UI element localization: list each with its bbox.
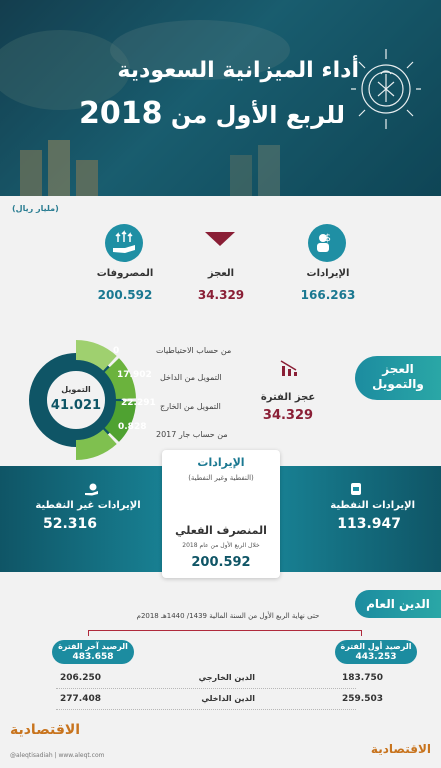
financing-value-reserves: 0 xyxy=(113,346,120,356)
page-title-line2 xyxy=(79,96,345,131)
public-debt-note: حتى نهاية الربع الأول من السنة المالية 1439/ 1440هـ 2018م xyxy=(136,612,320,620)
external-debt-label: الدين الخارجي xyxy=(198,673,255,682)
financing-donut-label: التمويل xyxy=(61,385,91,394)
revenues-money-icon xyxy=(308,224,346,262)
opening-balance-pill xyxy=(335,640,417,664)
deficit-financing-tab-line2: والتمويل xyxy=(372,377,424,391)
expenditures-value: 200.592 xyxy=(97,288,153,302)
revenues-band-subtitle: (النفطية وغير النفطية) xyxy=(188,474,254,482)
deficit-financing-tab xyxy=(355,356,441,400)
opening-balance-value: 443.253 xyxy=(355,652,397,662)
domestic-debt-label: الدين الداخلي xyxy=(201,694,255,703)
revenues-value: 166.263 xyxy=(300,288,356,302)
oil-revenue-value: 113.947 xyxy=(337,516,401,532)
svg-text:$: $ xyxy=(324,233,331,244)
domestic-debt-closing: 277.408 xyxy=(60,694,101,704)
closing-balance-label: الرصيد آخر الفترة xyxy=(58,642,128,651)
chart-down-icon xyxy=(280,360,300,378)
hand-coin-icon xyxy=(84,482,100,496)
financing-value-external: 22.291 xyxy=(121,398,156,408)
closing-balance-value: 483.658 xyxy=(72,652,114,662)
debt-range-bracket xyxy=(88,630,362,636)
expenditures-hand-arrows-icon xyxy=(105,224,143,262)
oil-revenue-label: الإيرادات النفطية xyxy=(330,500,415,511)
external-debt-opening: 183.750 xyxy=(342,673,383,683)
footer-logo-left: الاقتصادية xyxy=(10,722,81,738)
external-debt-closing: 206.250 xyxy=(60,673,101,683)
unit-label: (مليار ريال) xyxy=(12,204,59,213)
page-title-prefix: للربع الأول من xyxy=(170,101,345,129)
deficit-down-arrow-icon xyxy=(205,232,235,248)
saudi-emblem-icon xyxy=(351,44,421,134)
actual-spend-label: المنصرف الفعلي xyxy=(175,524,267,537)
domestic-debt-opening: 259.503 xyxy=(342,694,383,704)
expenditures-label: المصروفات xyxy=(96,268,154,279)
actual-spend-value: 200.592 xyxy=(191,555,251,570)
financing-label-reserves: من حساب الاحتياطيات xyxy=(156,346,232,355)
financing-value-current-account: 0.828 xyxy=(118,422,147,432)
opening-balance-label: الرصيد أول الفترة xyxy=(340,642,412,651)
financing-label-external: التمويل من الخارج xyxy=(160,402,221,411)
period-deficit-value: 34.329 xyxy=(262,408,314,423)
footer-logo-right: الاقتصادية xyxy=(370,742,431,756)
page-title-year: 2018 xyxy=(78,96,163,131)
financing-label-current-account: من حساب جار 2017 xyxy=(156,430,228,439)
financing-label-domestic: التمويل من الداخل xyxy=(160,373,222,382)
revenues-label: الإيرادات xyxy=(306,268,350,279)
actual-spend-sub: خلال الربع الأول من عام 2018 xyxy=(182,542,260,549)
oil-barrel-icon xyxy=(350,482,362,496)
deficit-value: 34.329 xyxy=(197,288,245,302)
page-title-line1: أداء الميزانية السعودية xyxy=(117,58,359,83)
header-banner xyxy=(0,0,441,196)
public-debt-tab: الدين العام xyxy=(355,590,441,618)
period-deficit-label: عجز الفترة xyxy=(260,392,316,403)
footer-social-handles: @aleqtisadiah | www.aleqt.com xyxy=(10,752,105,759)
deficit-label: العجز xyxy=(207,268,235,279)
non-oil-revenue-label: الإيرادات غير النفطية xyxy=(35,500,141,511)
deficit-financing-tab-line1: العجز xyxy=(382,362,414,376)
revenues-band-title: الإيرادات xyxy=(197,456,245,469)
financing-value-domestic: 17.902 xyxy=(117,370,152,380)
closing-balance-pill xyxy=(52,640,134,664)
non-oil-revenue-value: 52.316 xyxy=(42,516,98,532)
financing-donut-total: 41.021 xyxy=(50,398,102,413)
